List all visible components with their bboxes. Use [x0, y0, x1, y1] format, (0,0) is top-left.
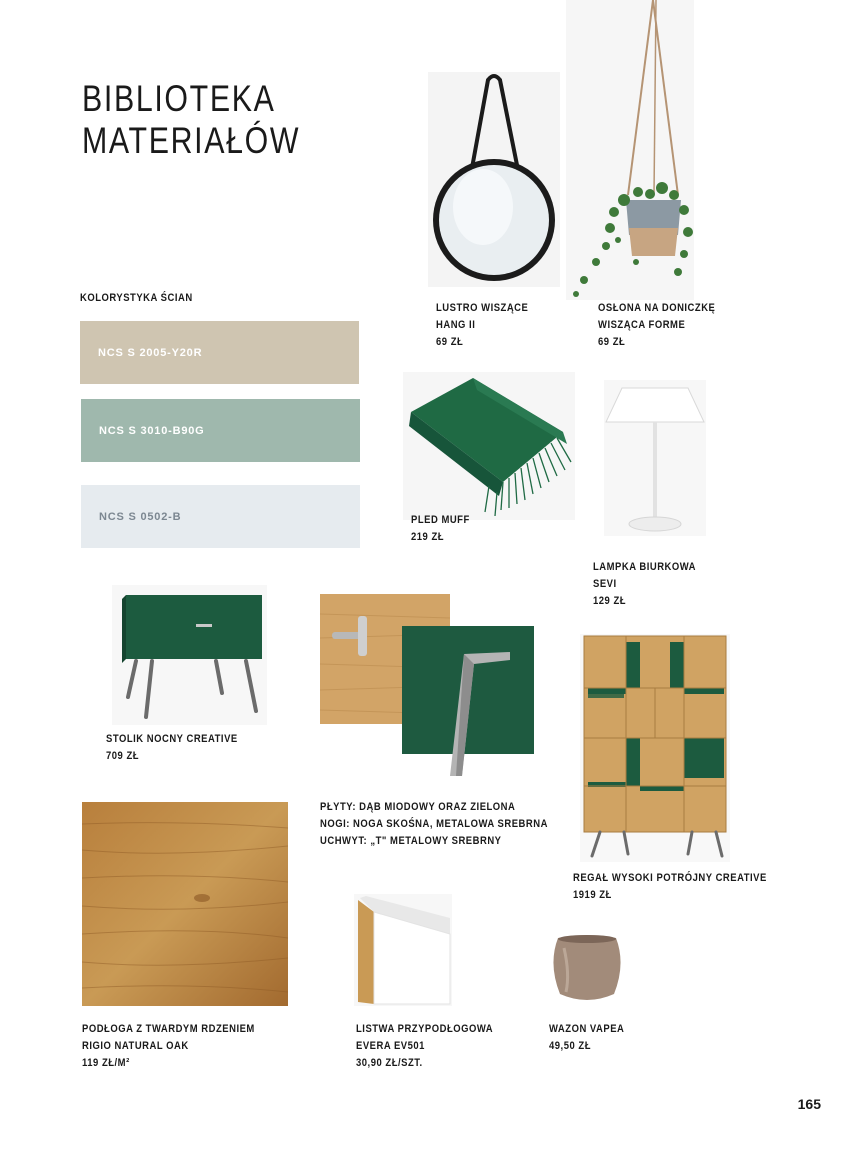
boards-line2: NOGI: NOGA SKOŚNA, METALOWA SREBRNA	[320, 818, 548, 830]
lamp-name: LAMPKA BIURKOWA	[593, 561, 697, 573]
skirting-price: 30,90 ZŁ/SZT.	[356, 1057, 423, 1069]
vase-price: 49,50 ZŁ	[549, 1040, 591, 1052]
page-title-line1: BIBLIOTEKA	[82, 78, 276, 119]
nightstand-price: 709 ZŁ	[106, 750, 140, 762]
wall-colors-label: KOLORYSTYKA ŚCIAN	[80, 292, 193, 304]
swatch-3	[81, 485, 360, 548]
swatch-1	[80, 321, 359, 384]
lamp-image	[604, 380, 706, 536]
skirting-image	[354, 894, 452, 1006]
page-number: 165	[797, 1096, 821, 1112]
mirror-image	[428, 72, 560, 287]
swatch-2	[81, 399, 360, 462]
planter-image	[566, 0, 694, 300]
planter-caption	[598, 300, 715, 351]
boards-image	[318, 594, 536, 786]
mirror-model: HANG II	[436, 319, 476, 331]
floor-price: 119 ZŁ/M²	[82, 1057, 130, 1069]
nightstand-image	[112, 585, 267, 725]
floor-image	[82, 802, 288, 1006]
blanket-price: 219 ZŁ	[411, 531, 445, 543]
nightstand-caption	[106, 731, 238, 765]
skirting-caption	[356, 1021, 493, 1072]
skirting-name: LISTWA PRZYPODŁOGOWA	[356, 1023, 494, 1035]
floor-caption	[82, 1021, 255, 1072]
page-title-line2: MATERIAŁÓW	[82, 120, 301, 161]
blanket-name: PLED MUFF	[411, 514, 470, 526]
vase-name: WAZON VAPEA	[549, 1023, 625, 1035]
planter-name: OSŁONA NA DONICZKĘ	[598, 302, 716, 314]
lamp-model: SEVI	[593, 578, 617, 590]
planter-price: 69 ZŁ	[598, 336, 626, 348]
shelf-name: REGAŁ WYSOKI POTRÓJNY CREATIVE	[573, 872, 767, 884]
vase-image	[548, 934, 626, 1006]
page-title	[82, 78, 300, 162]
swatch-2-code: NCS S 3010-B90G	[99, 424, 205, 437]
boards-line3: UCHWYT: „T" METALOWY SREBRNY	[320, 835, 502, 847]
floor-name: PODŁOGA Z TWARDYM RDZENIEM	[82, 1023, 255, 1035]
boards-line1: PŁYTY: DĄB MIODOWY ORAZ ZIELONA	[320, 801, 516, 813]
blanket-caption	[411, 512, 470, 546]
mirror-caption	[436, 300, 528, 351]
lamp-price: 129 ZŁ	[593, 595, 627, 607]
skirting-model: EVERA EV501	[356, 1040, 425, 1052]
nightstand-name: STOLIK NOCNY CREATIVE	[106, 733, 238, 745]
shelf-caption	[573, 870, 767, 904]
floor-model: RIGIO NATURAL OAK	[82, 1040, 189, 1052]
mirror-price: 69 ZŁ	[436, 336, 464, 348]
mirror-name: LUSTRO WISZĄCE	[436, 302, 529, 314]
shelf-price: 1919 ZŁ	[573, 889, 612, 901]
lamp-caption	[593, 559, 696, 610]
swatch-1-code: NCS S 2005-Y20R	[98, 346, 203, 359]
swatch-3-code: NCS S 0502-B	[99, 510, 182, 523]
boards-caption	[320, 799, 548, 850]
blanket-image	[403, 372, 575, 520]
planter-model: WISZĄCA FORME	[598, 319, 686, 331]
vase-caption	[549, 1021, 624, 1055]
shelf-image	[580, 634, 730, 862]
